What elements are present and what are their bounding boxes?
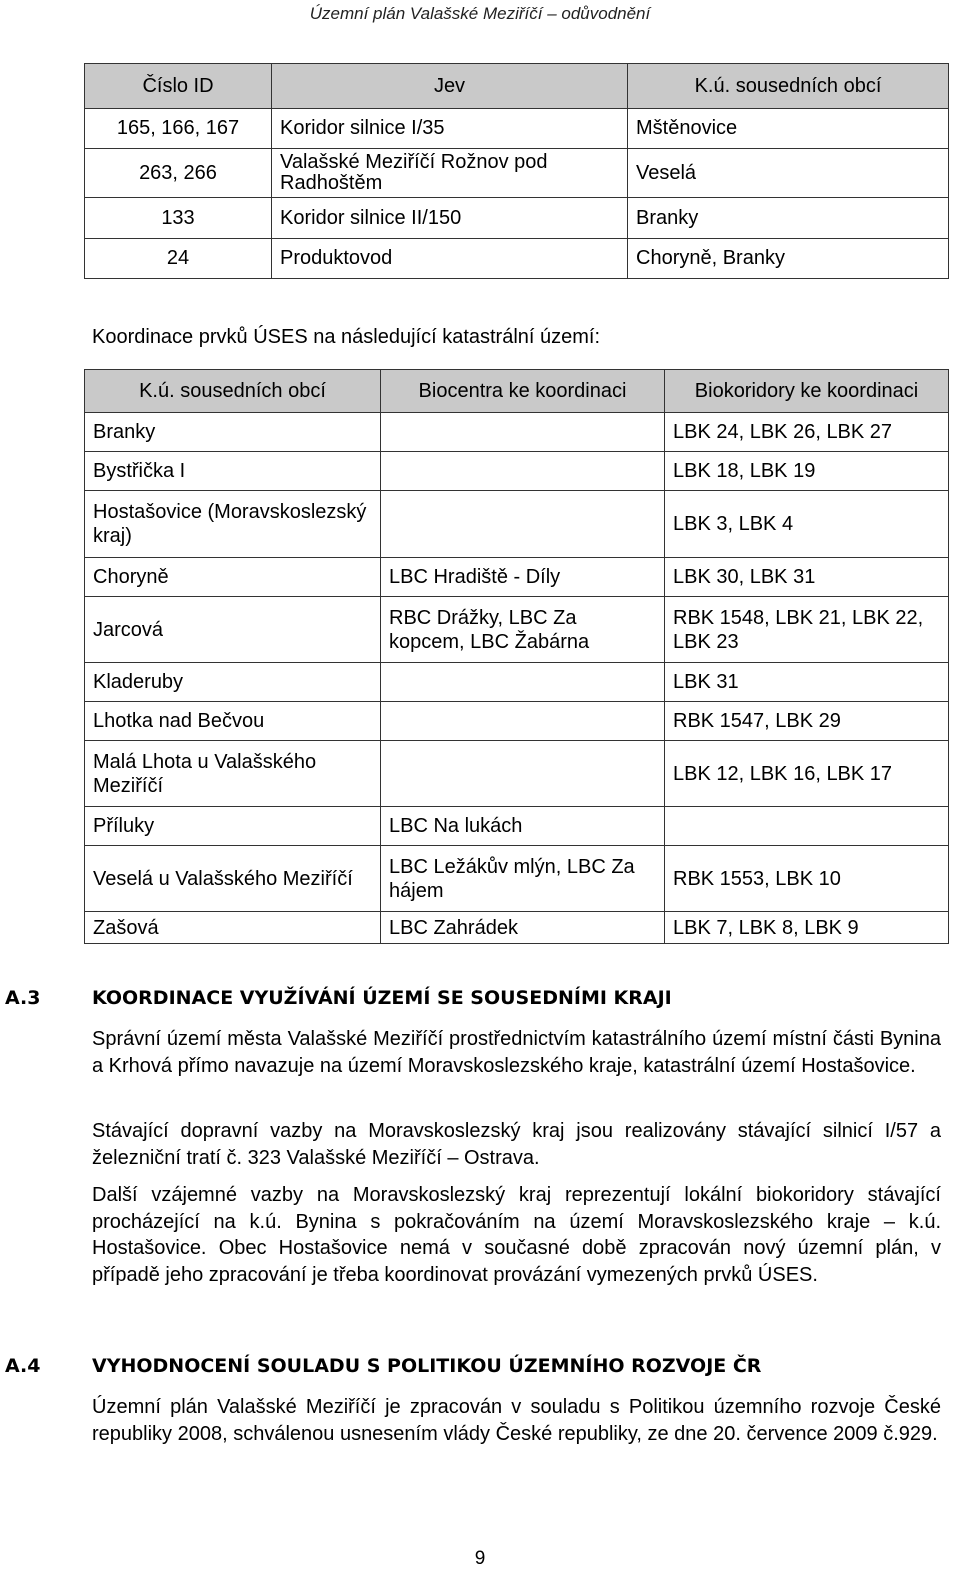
table-cell: LBK 18, LBK 19 [665, 452, 949, 491]
column-header: K.ú. sousedních obcí [85, 370, 381, 413]
page-number: 9 [474, 1548, 486, 1569]
table-cell [665, 807, 949, 846]
section-number: A.4 [5, 1355, 41, 1377]
table-cell: LBK 30, LBK 31 [665, 558, 949, 597]
table-row [85, 198, 949, 239]
table-cell: Mštěnovice [628, 109, 949, 149]
table-cell: Produktovod [272, 239, 628, 279]
table-cell: Choryně, Branky [628, 239, 949, 279]
table-row [85, 663, 949, 702]
table-cell: LBK 24, LBK 26, LBK 27 [665, 413, 949, 452]
table-row [85, 109, 949, 149]
table-cell: LBC Hradiště - Díly [381, 558, 665, 597]
paragraph: Správní území města Valašské Meziříčí prostřednictvím katastrálního území místní části Bynina a Krhová přímo navazuje na území Moravskoslezského kraje, katastrální území Hostašovice. [92, 1028, 941, 1077]
section-title: KOORDINACE VYUŽÍVÁNÍ ÚZEMÍ SE SOUSEDNÍMI KRAJI [92, 987, 672, 1009]
table-cell: LBC Zahrádek [381, 912, 665, 944]
uses-intro-text: Koordinace prvků ÚSES na následující katastrální území: [92, 326, 601, 348]
paragraph: Další vzájemné vazby na Moravskoslezský kraj reprezentují lokální biokoridory stávající procházející na k.ú. Bynina s pokračováním na území Moravskoslezského kraje – k.ú. Hostašovice. Obec Hostašovice nemá v současné době zpracován nový územní plán, v případě jeho zpracování je třeba koordinovat provázání vymezených prvků ÚSES. [92, 1184, 941, 1286]
table-row [85, 912, 949, 944]
table-row [85, 558, 949, 597]
table-cell: LBK 7, LBK 8, LBK 9 [665, 912, 949, 944]
table-cell: Jarcová [85, 597, 381, 663]
table-cell: 133 [85, 198, 272, 239]
table-cell: Malá Lhota u Valašského Meziříčí [85, 741, 381, 807]
table-cell: Veselá [628, 149, 949, 198]
table-row [85, 741, 949, 807]
table-cell: LBK 3, LBK 4 [665, 491, 949, 558]
column-header: Jev [272, 64, 628, 109]
table-cell: LBC Ležákův mlýn, LBC Za hájem [381, 846, 665, 912]
table-cell [381, 702, 665, 741]
table-cell: 263, 266 [85, 149, 272, 198]
table-cell: Choryně [85, 558, 381, 597]
table-cell: LBC Na lukách [381, 807, 665, 846]
table-row [85, 452, 949, 491]
table-cell: Hostašovice (Moravskoslezský kraj) [85, 491, 381, 558]
table-cell [381, 452, 665, 491]
table-header-row [85, 64, 949, 109]
table-cell: RBK 1548, LBK 21, LBK 22, LBK 23 [665, 597, 949, 663]
table-row [85, 491, 949, 558]
column-header: K.ú. sousedních obcí [628, 64, 949, 109]
section-title: VYHODNOCENÍ SOULADU S POLITIKOU ÚZEMNÍHO ROZVOJE ČR [92, 1355, 762, 1377]
table-cell: Bystřička I [85, 452, 381, 491]
table-cell [381, 663, 665, 702]
table-cell: Valašské Meziříčí Rožnov pod Radhoštěm [272, 149, 628, 198]
table-cell: Veselá u Valašského Meziříčí [85, 846, 381, 912]
table-cell: Příluky [85, 807, 381, 846]
table-header-row [85, 370, 949, 413]
table-cell: RBK 1547, LBK 29 [665, 702, 949, 741]
table-cell: RBK 1553, LBK 10 [665, 846, 949, 912]
table-row [85, 702, 949, 741]
table-cell: RBC Drážky, LBC Za kopcem, LBC Žabárna [381, 597, 665, 663]
table-cell: Kladeruby [85, 663, 381, 702]
table-cell [381, 741, 665, 807]
table-row [85, 846, 949, 912]
page-header: Územní plán Valašské Meziříčí – odůvodnění [309, 4, 651, 23]
column-header: Biokoridory ke koordinaci [665, 370, 949, 413]
table-cell: Zašová [85, 912, 381, 944]
table-cell: LBK 12, LBK 16, LBK 17 [665, 741, 949, 807]
section-number: A.3 [5, 987, 41, 1009]
table-cell: Branky [628, 198, 949, 239]
table-row [85, 413, 949, 452]
paragraph: Územní plán Valašské Meziříčí je zpracován v souladu s Politikou územního rozvoje České republiky 2008, schválenou usnesením vlády České republiky, ze dne 20. července 2009 č.929. [92, 1396, 941, 1445]
column-header: Číslo ID [85, 64, 272, 109]
table-row [85, 239, 949, 279]
table-row [85, 149, 949, 198]
table-cell: Koridor silnice I/35 [272, 109, 628, 149]
table-cell: Koridor silnice II/150 [272, 198, 628, 239]
paragraph: Stávající dopravní vazby na Moravskoslezský kraj jsou realizovány stávající silnicí I/57 a železniční tratí č. 323 Valašské Meziříčí – Ostrava. [92, 1120, 941, 1169]
table-cell: 165, 166, 167 [85, 109, 272, 149]
table-cell: LBK 31 [665, 663, 949, 702]
table-row [85, 807, 949, 846]
corridor-table [84, 63, 949, 279]
table-cell [381, 413, 665, 452]
table-cell: Branky [85, 413, 381, 452]
uses-coordination-table [84, 369, 949, 944]
table-cell: Lhotka nad Bečvou [85, 702, 381, 741]
column-header: Biocentra ke koordinaci [381, 370, 665, 413]
table-cell [381, 491, 665, 558]
table-cell: 24 [85, 239, 272, 279]
table-row [85, 597, 949, 663]
